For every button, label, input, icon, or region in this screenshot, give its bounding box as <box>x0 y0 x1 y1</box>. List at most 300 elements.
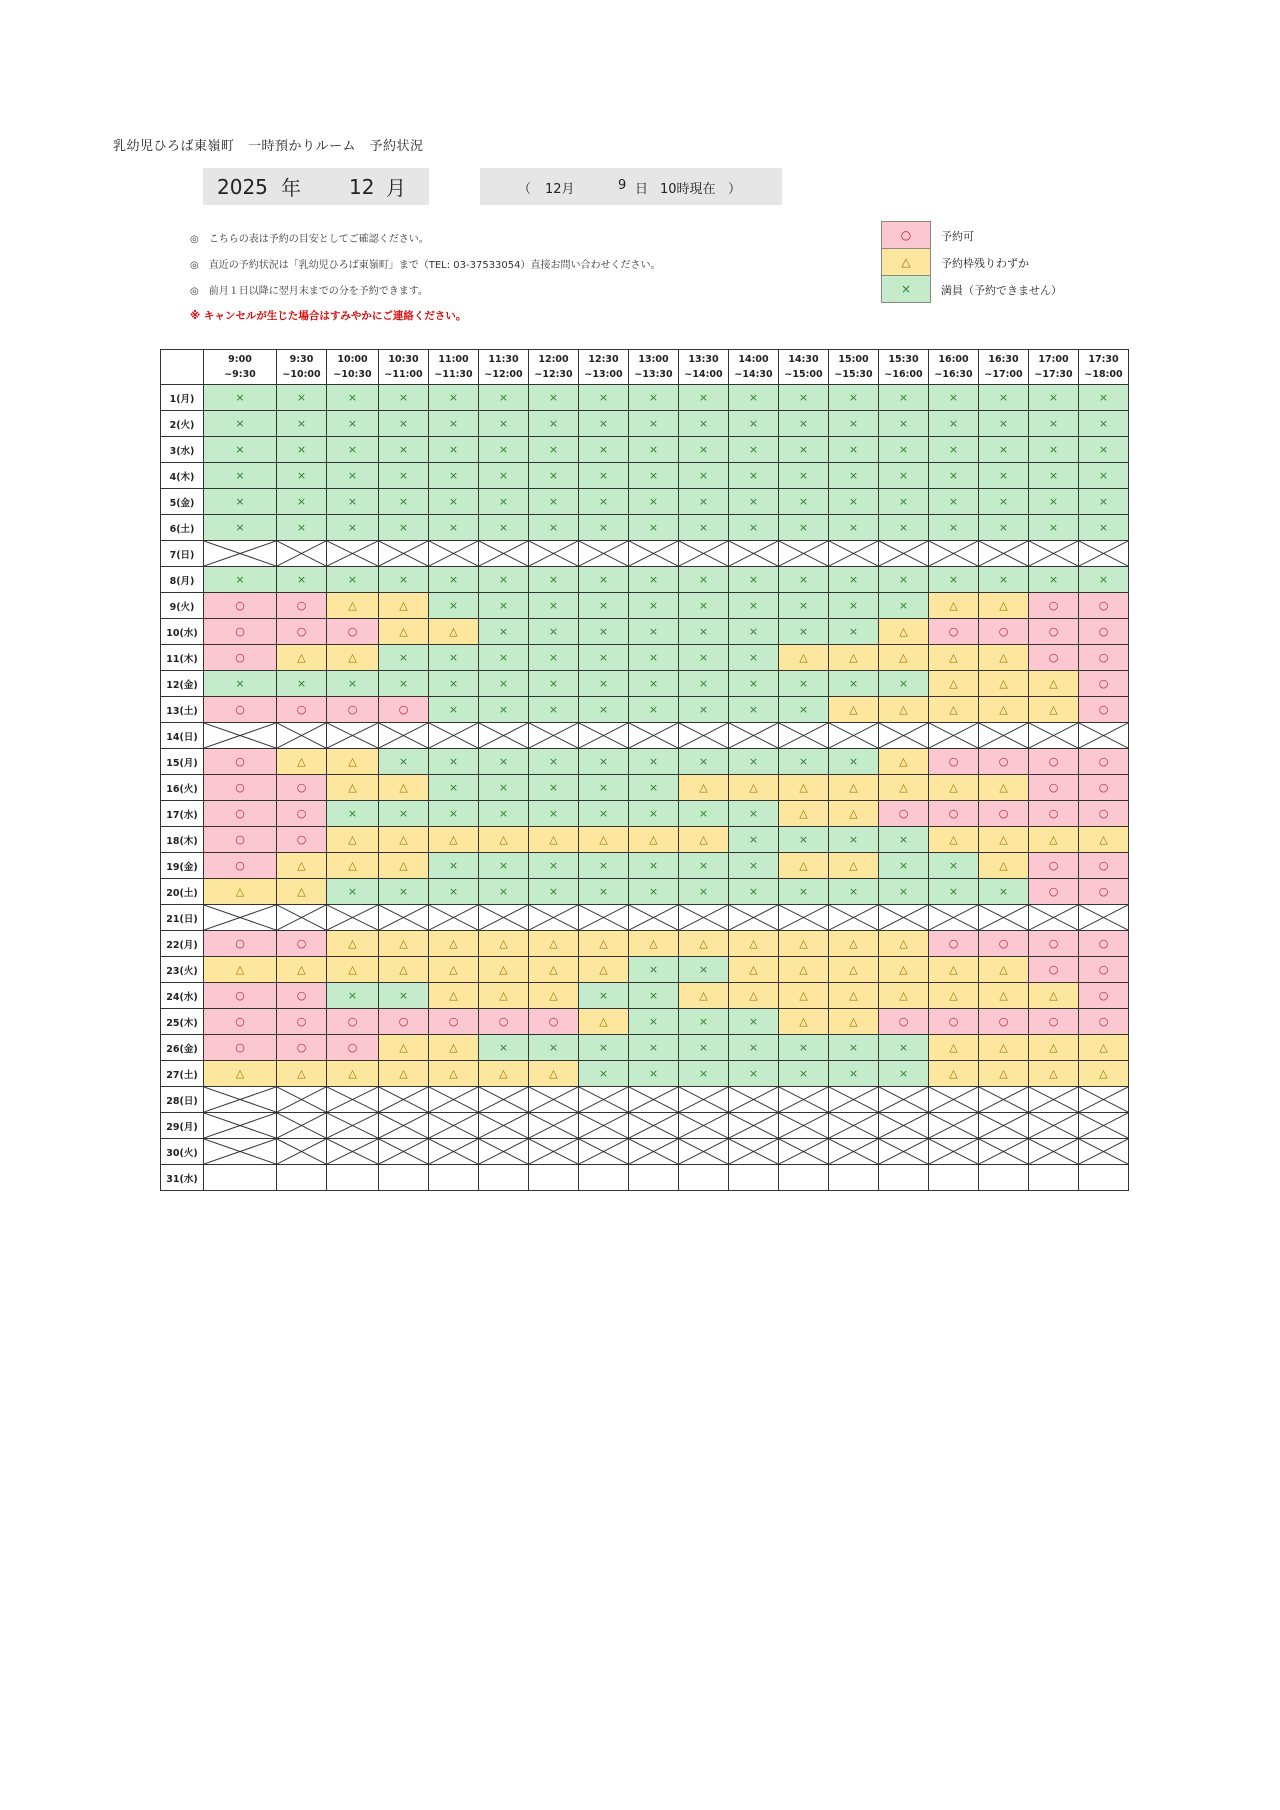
closed-cell <box>729 1139 779 1165</box>
closed-cell <box>204 905 277 931</box>
closed-cross-icon <box>277 541 326 566</box>
status-cell: △ <box>379 1035 429 1061</box>
closed-cross-icon <box>879 1139 928 1164</box>
status-cell: △ <box>929 1061 979 1087</box>
status-cell: × <box>479 619 529 645</box>
status-cell: ○ <box>277 619 327 645</box>
status-cell: ○ <box>1029 879 1079 905</box>
status-cell: × <box>204 489 277 515</box>
status-cell: △ <box>879 931 929 957</box>
table-row <box>161 697 1129 723</box>
closed-cell <box>729 1087 779 1113</box>
status-cell: △ <box>529 1061 579 1087</box>
status-cell: × <box>729 567 779 593</box>
closed-cross-icon <box>579 1139 628 1164</box>
status-cell: × <box>979 489 1029 515</box>
day-label: 28(日) <box>161 1087 204 1113</box>
status-cell: △ <box>979 645 1029 671</box>
table-header-row <box>161 350 1129 385</box>
slot-start: 16:00 <box>938 354 969 365</box>
closed-cell <box>729 723 779 749</box>
slot-end: ~12:30 <box>534 369 573 380</box>
closed-cross-icon <box>579 541 628 566</box>
status-cell: × <box>579 645 629 671</box>
closed-cross-icon <box>379 1113 428 1138</box>
closed-cell <box>779 1113 829 1139</box>
status-cell: × <box>629 489 679 515</box>
slot-header <box>679 350 729 385</box>
closed-cell <box>277 1139 327 1165</box>
status-cell: △ <box>929 983 979 1009</box>
status-cell: △ <box>429 619 479 645</box>
closed-cross-icon <box>204 1139 276 1164</box>
closed-cross-icon <box>529 1087 578 1112</box>
status-cell: ○ <box>379 1009 429 1035</box>
status-cell: △ <box>1079 827 1129 853</box>
status-cell: △ <box>629 931 679 957</box>
closed-cell <box>1079 723 1129 749</box>
closed-cross-icon <box>829 905 878 930</box>
closed-cell <box>779 905 829 931</box>
status-cell: × <box>979 385 1029 411</box>
day-label: 17(水) <box>161 801 204 827</box>
status-cell: × <box>679 619 729 645</box>
empty-cell <box>429 1165 479 1191</box>
day-label: 14(日) <box>161 723 204 749</box>
closed-cross-icon <box>779 1113 828 1138</box>
closed-cell <box>629 1139 679 1165</box>
status-cell: △ <box>979 957 1029 983</box>
table-row <box>161 671 1129 697</box>
status-cell: × <box>277 489 327 515</box>
table-row <box>161 645 1129 671</box>
day-label: 27(土) <box>161 1061 204 1087</box>
slot-start: 9:00 <box>228 354 252 365</box>
status-cell: ○ <box>277 593 327 619</box>
status-cell: × <box>204 385 277 411</box>
status-cell: × <box>429 593 479 619</box>
closed-cell <box>829 1087 879 1113</box>
status-cell: × <box>629 697 679 723</box>
status-cell: × <box>327 411 379 437</box>
closed-cell <box>429 905 479 931</box>
status-cell: △ <box>379 853 429 879</box>
status-cell: × <box>277 411 327 437</box>
closed-cell <box>629 723 679 749</box>
closed-cell <box>277 905 327 931</box>
table-row <box>161 879 1129 905</box>
status-cell: × <box>204 515 277 541</box>
status-cell: △ <box>277 879 327 905</box>
status-cell: × <box>729 879 779 905</box>
status-cell: × <box>879 853 929 879</box>
closed-cell <box>479 541 529 567</box>
status-cell: × <box>579 671 629 697</box>
slot-start: 15:30 <box>888 354 919 365</box>
status-cell: × <box>529 749 579 775</box>
status-cell: × <box>429 515 479 541</box>
status-cell: △ <box>679 827 729 853</box>
status-cell: × <box>829 827 879 853</box>
note-1: ◎ こちらの表は予約の目安としてご確認ください。 <box>190 234 429 245</box>
status-cell: × <box>1029 489 1079 515</box>
status-cell: △ <box>929 827 979 853</box>
slot-end: ~10:00 <box>282 369 321 380</box>
empty-cell <box>1079 1165 1129 1191</box>
day-label: 2(火) <box>161 411 204 437</box>
status-cell: △ <box>429 983 479 1009</box>
status-cell: × <box>479 1035 529 1061</box>
status-cell: △ <box>779 957 829 983</box>
day-label: 4(木) <box>161 463 204 489</box>
slot-start: 9:30 <box>289 354 314 365</box>
status-cell: ○ <box>1079 853 1129 879</box>
status-cell: ○ <box>1029 593 1079 619</box>
status-cell: × <box>829 1061 879 1087</box>
status-cell: △ <box>327 645 379 671</box>
status-cell: × <box>579 879 629 905</box>
closed-cross-icon <box>629 1087 678 1112</box>
closed-cell <box>429 1087 479 1113</box>
closed-cross-icon <box>729 905 778 930</box>
status-cell: △ <box>529 957 579 983</box>
day-label: 16(火) <box>161 775 204 801</box>
status-cell: × <box>379 437 429 463</box>
closed-cross-icon <box>327 1113 378 1138</box>
status-cell: × <box>629 411 679 437</box>
status-cell: ○ <box>1079 749 1129 775</box>
status-cell: △ <box>327 827 379 853</box>
table-row <box>161 593 1129 619</box>
slot-header <box>979 350 1029 385</box>
status-cell: × <box>479 853 529 879</box>
status-cell: △ <box>429 931 479 957</box>
closed-cell <box>479 1113 529 1139</box>
closed-cross-icon <box>879 905 928 930</box>
status-cell: △ <box>829 697 879 723</box>
closed-cross-icon <box>1079 1139 1128 1164</box>
status-cell: △ <box>979 593 1029 619</box>
status-cell: × <box>579 515 629 541</box>
status-cell: ○ <box>204 1035 277 1061</box>
slot-end: ~13:30 <box>634 369 673 380</box>
status-cell: × <box>879 1035 929 1061</box>
slot-header <box>929 350 979 385</box>
closed-cell <box>579 1113 629 1139</box>
status-cell: △ <box>204 879 277 905</box>
status-cell: × <box>929 879 979 905</box>
status-cell: × <box>327 879 379 905</box>
day-label: 9(火) <box>161 593 204 619</box>
slot-header <box>879 350 929 385</box>
status-cell: ○ <box>1029 801 1079 827</box>
closed-cross-icon <box>829 1113 878 1138</box>
status-cell: × <box>379 749 429 775</box>
status-cell: × <box>629 1061 679 1087</box>
status-cell: × <box>879 437 929 463</box>
closed-cell <box>429 1113 479 1139</box>
legend-label-full: 満員（予約できません） <box>941 283 1062 297</box>
slot-end: ~15:30 <box>834 369 873 380</box>
closed-cell <box>327 905 379 931</box>
status-cell: × <box>879 463 929 489</box>
status-cell: × <box>979 515 1029 541</box>
status-cell: ○ <box>929 1009 979 1035</box>
closed-cross-icon <box>829 541 878 566</box>
closed-cross-icon <box>429 1139 478 1164</box>
day-label: 13(土) <box>161 697 204 723</box>
status-cell: ○ <box>277 1009 327 1035</box>
closed-cell <box>529 723 579 749</box>
closed-cell <box>277 723 327 749</box>
status-cell: △ <box>879 645 929 671</box>
status-cell: ○ <box>1029 619 1079 645</box>
closed-cell <box>679 905 729 931</box>
status-cell: △ <box>379 827 429 853</box>
closed-cell <box>629 1113 679 1139</box>
status-cell: ○ <box>327 1035 379 1061</box>
empty-cell <box>277 1165 327 1191</box>
legend-item-full <box>881 276 1062 303</box>
status-cell: ○ <box>529 1009 579 1035</box>
status-cell: × <box>529 1035 579 1061</box>
status-cell: × <box>1029 411 1079 437</box>
status-cell: × <box>779 671 829 697</box>
status-cell: ○ <box>277 983 327 1009</box>
status-cell: △ <box>879 619 929 645</box>
status-cell: × <box>529 593 579 619</box>
status-cell: ○ <box>1079 1009 1129 1035</box>
status-cell: △ <box>879 775 929 801</box>
status-cell: × <box>679 671 729 697</box>
page-title: 乳幼児ひろば東嶺町 一時預かりルーム 予約状況 <box>113 139 424 154</box>
closed-cell <box>327 723 379 749</box>
status-cell: △ <box>327 853 379 879</box>
status-cell: × <box>929 853 979 879</box>
slot-header <box>204 350 277 385</box>
status-cell: × <box>679 593 729 619</box>
closed-cell <box>579 541 629 567</box>
status-cell: ○ <box>277 697 327 723</box>
status-cell: × <box>779 619 829 645</box>
status-cell: ○ <box>1029 775 1079 801</box>
closed-cell <box>277 1113 327 1139</box>
status-cell: △ <box>1029 983 1079 1009</box>
closed-cross-icon <box>204 1113 276 1138</box>
closed-cell <box>929 541 979 567</box>
status-cell: △ <box>429 1035 479 1061</box>
slot-header <box>779 350 829 385</box>
status-cell: × <box>629 749 679 775</box>
status-cell: ○ <box>1029 1009 1079 1035</box>
status-cell: × <box>277 515 327 541</box>
cancel-warning: ※ キャンセルが生じた場合はすみやかにご連絡ください。 <box>190 310 467 322</box>
status-cell: ○ <box>979 931 1029 957</box>
status-cell: ○ <box>277 827 327 853</box>
status-cell: × <box>629 385 679 411</box>
status-cell: × <box>679 1035 729 1061</box>
status-cell: △ <box>629 827 679 853</box>
closed-cross-icon <box>479 1087 528 1112</box>
status-cell: × <box>379 411 429 437</box>
status-cell: × <box>429 775 479 801</box>
day-label: 29(月) <box>161 1113 204 1139</box>
status-cell: △ <box>479 827 529 853</box>
status-cell: × <box>579 411 629 437</box>
status-cell: △ <box>829 645 879 671</box>
status-cell: × <box>277 463 327 489</box>
status-cell: × <box>929 411 979 437</box>
status-cell: × <box>729 385 779 411</box>
status-cell: × <box>579 1061 629 1087</box>
closed-cross-icon <box>327 905 378 930</box>
closed-cross-icon <box>327 1087 378 1112</box>
closed-cell <box>579 1087 629 1113</box>
status-cell: × <box>629 593 679 619</box>
status-cell: × <box>729 671 779 697</box>
status-cell: × <box>779 489 829 515</box>
closed-cell <box>979 723 1029 749</box>
slot-header <box>729 350 779 385</box>
closed-cross-icon <box>879 1087 928 1112</box>
status-cell: × <box>779 749 829 775</box>
closed-cross-icon <box>327 541 378 566</box>
status-cell: × <box>529 385 579 411</box>
day-label: 20(土) <box>161 879 204 905</box>
status-cell: × <box>579 1035 629 1061</box>
year-value: 2025 <box>217 174 268 199</box>
status-cell: × <box>1079 515 1129 541</box>
status-cell: ○ <box>379 697 429 723</box>
status-cell: × <box>429 645 479 671</box>
closed-cross-icon <box>479 905 528 930</box>
closed-cell <box>529 905 579 931</box>
status-cell: ○ <box>879 1009 929 1035</box>
status-cell: ○ <box>204 749 277 775</box>
status-cell: △ <box>529 983 579 1009</box>
status-cell: × <box>679 411 729 437</box>
status-cell: ○ <box>1079 983 1129 1009</box>
closed-cross-icon <box>1079 541 1128 566</box>
status-cell: × <box>629 515 679 541</box>
status-cell: △ <box>929 697 979 723</box>
status-cell: × <box>629 619 679 645</box>
closed-cell <box>879 1087 929 1113</box>
status-cell: △ <box>379 775 429 801</box>
status-cell: △ <box>879 983 929 1009</box>
status-cell: △ <box>879 957 929 983</box>
status-cell: ○ <box>979 749 1029 775</box>
status-cell: × <box>629 645 679 671</box>
status-cell: × <box>429 437 479 463</box>
status-cell: × <box>529 437 579 463</box>
closed-cell <box>204 723 277 749</box>
status-cell: △ <box>379 957 429 983</box>
closed-cell <box>277 1087 327 1113</box>
status-cell: × <box>579 801 629 827</box>
empty-cell <box>779 1165 829 1191</box>
status-cell: ○ <box>1079 801 1129 827</box>
table-row <box>161 1087 1129 1113</box>
slot-end: ~18:00 <box>1084 369 1123 380</box>
status-cell: × <box>929 437 979 463</box>
day-label: 18(木) <box>161 827 204 853</box>
status-cell: × <box>979 463 1029 489</box>
status-cell: × <box>729 801 779 827</box>
table-row <box>161 1113 1129 1139</box>
closed-cross-icon <box>929 1113 978 1138</box>
slot-header <box>379 350 429 385</box>
legend-swatch-available: ○ <box>881 221 931 249</box>
status-cell: × <box>729 697 779 723</box>
status-cell: × <box>327 671 379 697</box>
day-label: 3(水) <box>161 437 204 463</box>
closed-cell <box>579 905 629 931</box>
closed-cross-icon <box>429 1113 478 1138</box>
status-cell: × <box>1029 437 1079 463</box>
status-cell: ○ <box>204 1009 277 1035</box>
status-cell: △ <box>829 983 879 1009</box>
closed-cross-icon <box>679 905 728 930</box>
closed-cell <box>327 1087 379 1113</box>
day-label: 6(土) <box>161 515 204 541</box>
status-cell: ○ <box>204 931 277 957</box>
closed-cell <box>679 1139 729 1165</box>
status-cell: × <box>879 1061 929 1087</box>
closed-cross-icon <box>529 723 578 748</box>
slot-end: ~11:00 <box>384 369 423 380</box>
status-cell: △ <box>579 827 629 853</box>
closed-cell <box>204 541 277 567</box>
closed-cross-icon <box>779 1139 828 1164</box>
empty-cell <box>327 1165 379 1191</box>
status-cell: × <box>379 983 429 1009</box>
closed-cross-icon <box>379 1139 428 1164</box>
status-cell: × <box>429 567 479 593</box>
closed-cross-icon <box>779 723 828 748</box>
status-cell: × <box>479 593 529 619</box>
status-cell: × <box>729 1035 779 1061</box>
status-cell: × <box>327 801 379 827</box>
status-cell: △ <box>529 827 579 853</box>
closed-cross-icon <box>429 1087 478 1112</box>
status-cell: × <box>779 567 829 593</box>
closed-cell <box>679 1087 729 1113</box>
slot-end: ~15:00 <box>784 369 823 380</box>
closed-cell <box>529 541 579 567</box>
closed-cell <box>729 905 779 931</box>
status-cell: × <box>429 879 479 905</box>
status-cell: △ <box>327 1061 379 1087</box>
legend-item-available <box>881 222 1062 249</box>
closed-cross-icon <box>479 541 528 566</box>
closed-cell <box>327 1113 379 1139</box>
status-cell: × <box>879 827 929 853</box>
closed-cross-icon <box>1029 905 1078 930</box>
status-cell: ○ <box>327 697 379 723</box>
closed-cross-icon <box>429 723 478 748</box>
closed-cross-icon <box>327 723 378 748</box>
closed-cell <box>379 1139 429 1165</box>
status-cell: × <box>579 775 629 801</box>
status-cell: ○ <box>204 801 277 827</box>
status-cell: × <box>729 853 779 879</box>
closed-cell <box>529 1113 579 1139</box>
day-label: 22(月) <box>161 931 204 957</box>
closed-cell <box>1079 1113 1129 1139</box>
closed-cross-icon <box>629 1113 678 1138</box>
status-cell: △ <box>979 1061 1029 1087</box>
